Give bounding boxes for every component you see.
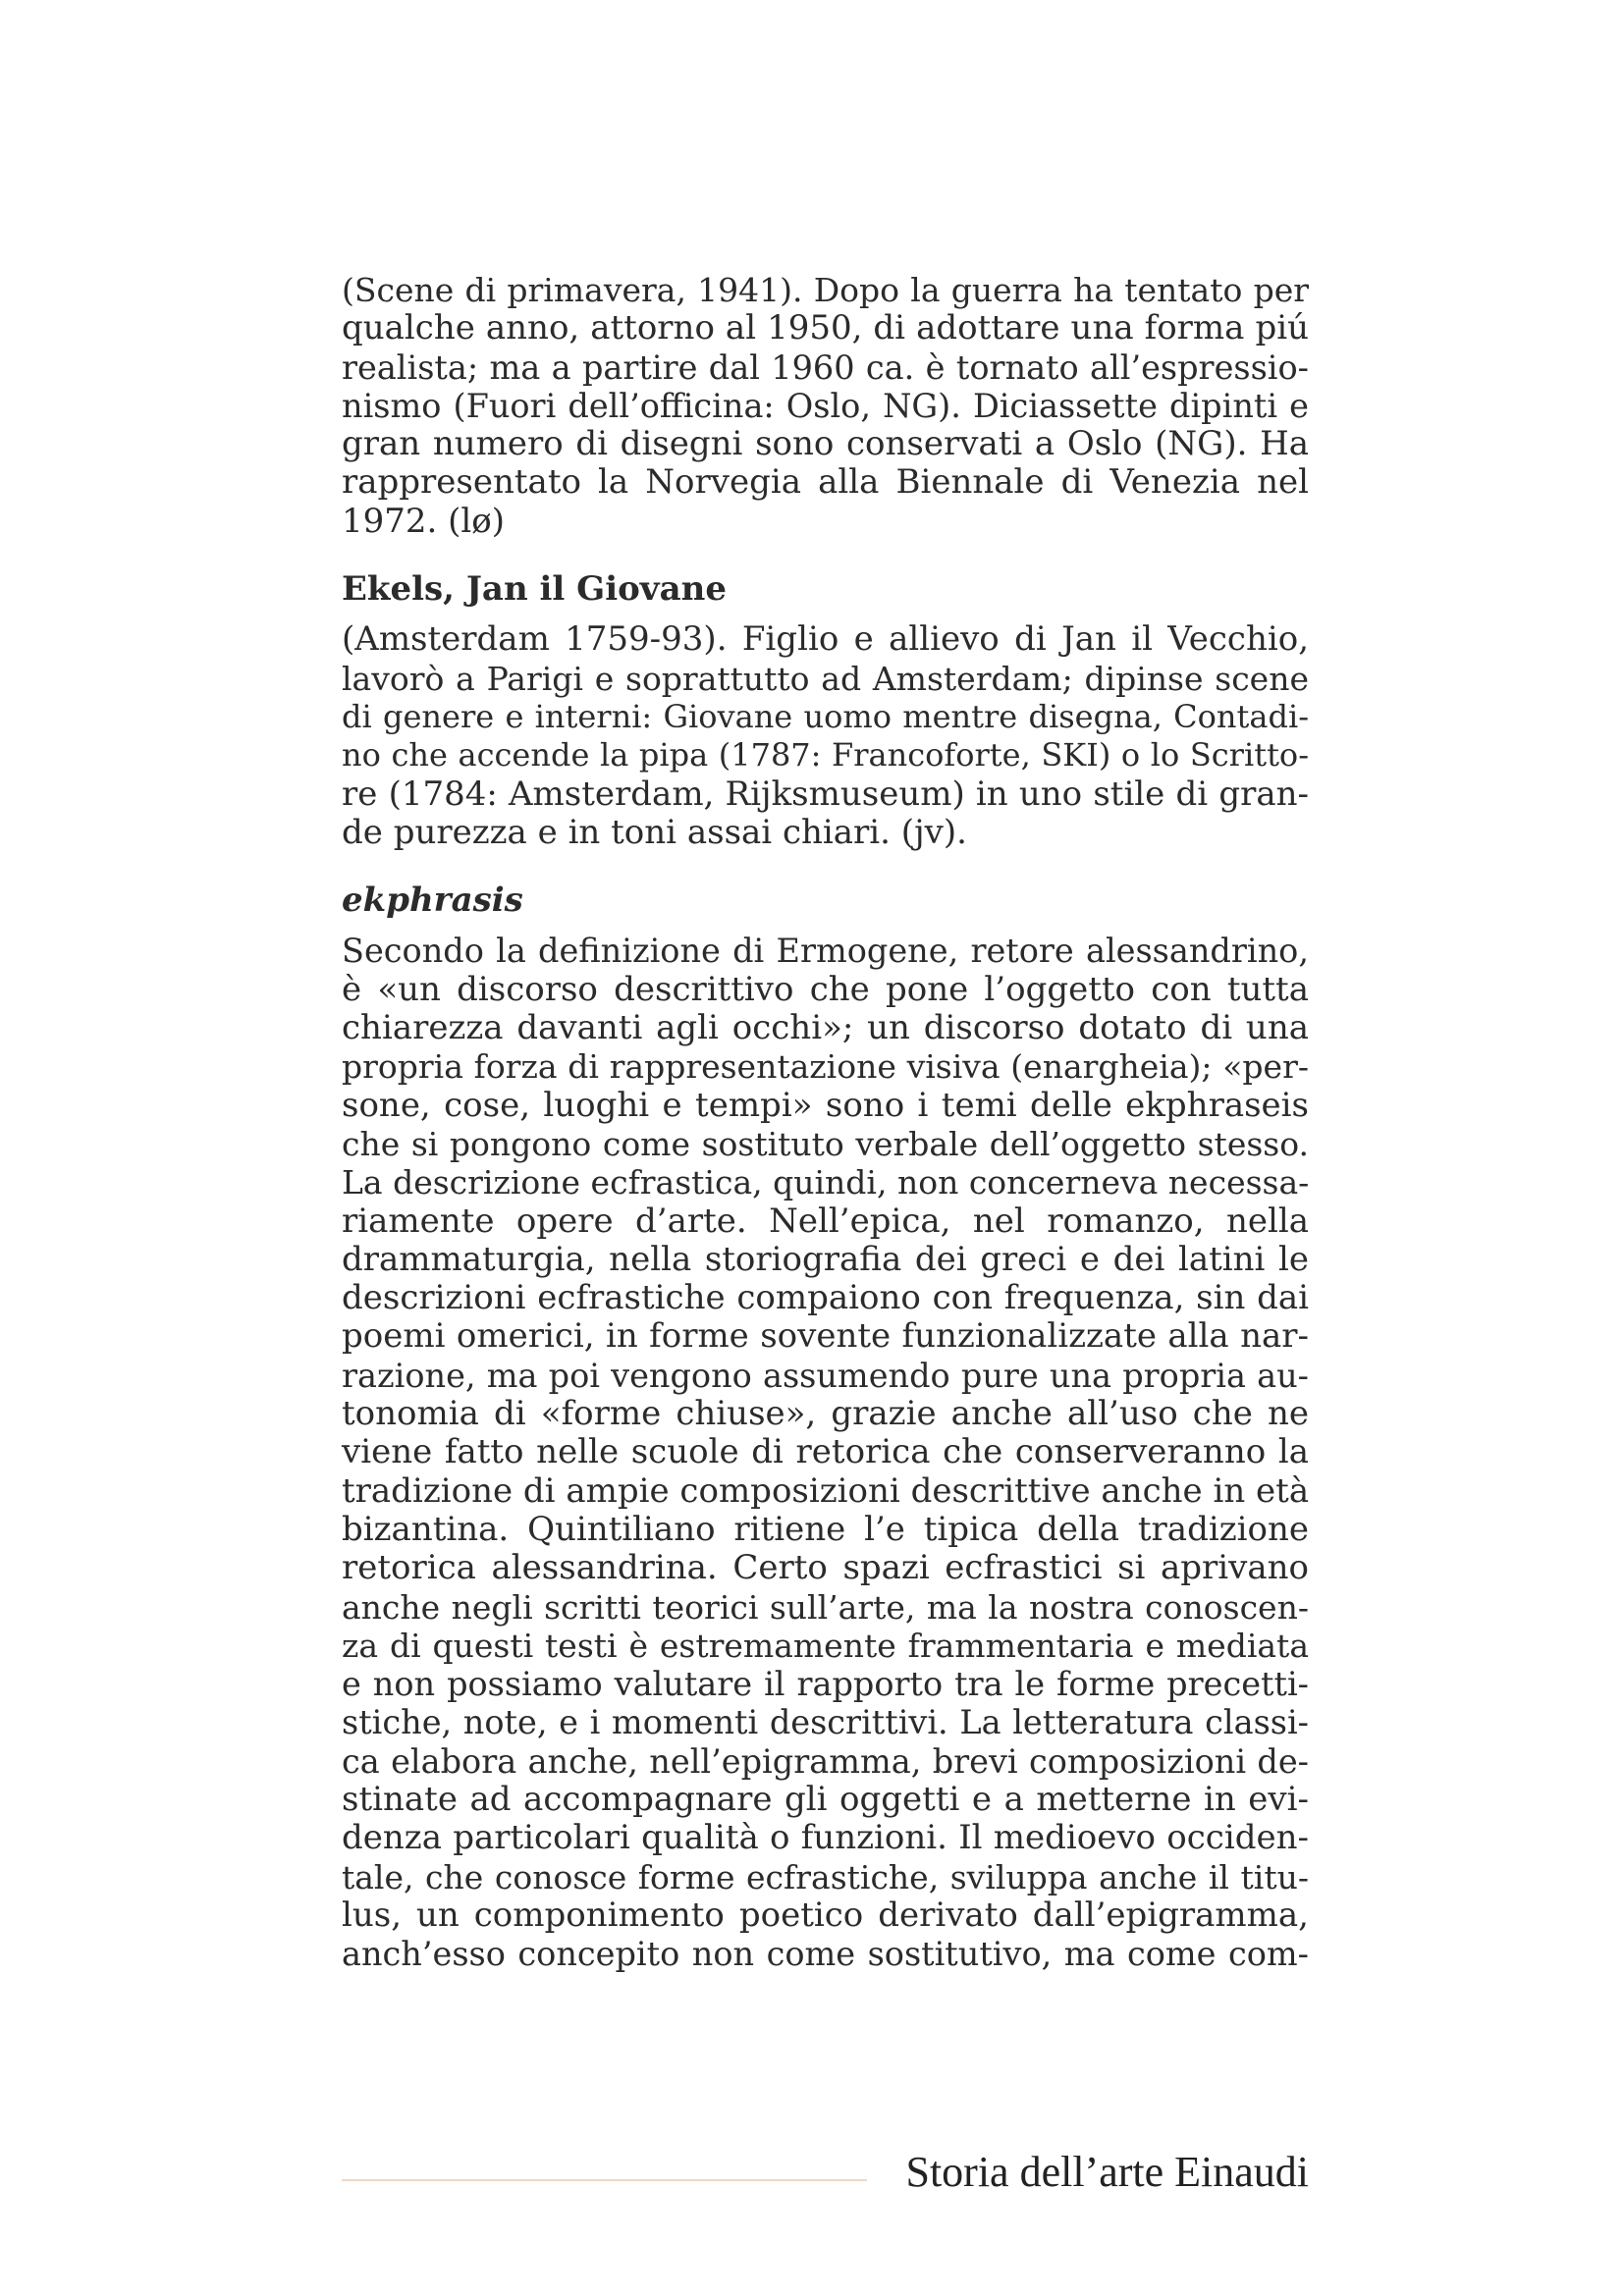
text-line: e non possiamo valutare il rapporto tra le forme precetti-: [342, 1665, 1309, 1704]
text-line: riamente opere d’arte. Nell’epica, nel romanzo, nella: [342, 1201, 1309, 1241]
text-line: nismo (Fuori dell’officina: Oslo, NG). Diciassette dipinti e: [342, 386, 1309, 425]
text-line: è «un discorso descrittivo che pone l’oggetto con tutta: [342, 969, 1309, 1009]
text-line: denza particolari qualità o funzioni. Il medioevo occiden-: [342, 1818, 1309, 1858]
text-line: di genere e interni: Giovane uomo mentre disegna, Contadi-: [342, 697, 1309, 735]
text-line: Secondo la definizione di Ermogene, retore alessandrino,: [342, 932, 1309, 971]
text-line: razione, ma poi vengono assumendo pure una propria au-: [342, 1356, 1309, 1395]
page-footer: [342, 2147, 1309, 2196]
text-line: re (1784: Amsterdam, Rijksmuseum) in uno stile di gran-: [342, 774, 1309, 814]
text-line: gran numero di disegni sono conservati a Oslo (NG). Ha: [342, 424, 1309, 464]
text-line: che si pongono come sostituto verbale dell’oggetto stesso.: [342, 1124, 1309, 1163]
entry-title: ekphrasis: [342, 881, 523, 921]
text-line: stiche, note, e i momenti descrittivi. La letteratura classi-: [342, 1703, 1309, 1742]
text-line: lus, un componimento poetico derivato dall’epigramma,: [342, 1895, 1309, 1935]
footer-rule: [342, 2179, 867, 2181]
text-line: ca elabora anche, nell’epigramma, brevi composizioni de-: [342, 1741, 1309, 1781]
text-line: retorica alessandrina. Certo spazi ecfrastici si aprivano: [342, 1548, 1309, 1588]
text-line: propria forza di rappresentazione visiva (enargheia); «per-: [342, 1047, 1309, 1087]
text-line: viene fatto nelle scuole di retorica che conserveranno la: [342, 1432, 1309, 1472]
running-title: Storia dell’arte Einaudi: [905, 2148, 1309, 2196]
text-line: za di questi testi è estremamente frammentaria e mediata: [342, 1626, 1309, 1665]
entry-title: Ekels, Jan il Giovane: [342, 569, 727, 610]
text-line: no che accende la pipa (1787: Francoforte, SKI) o lo Scritto-: [342, 736, 1309, 774]
text-line: qualche anno, attorno al 1950, di adottare una forma piú: [342, 308, 1309, 348]
intro-continuation: [342, 271, 1309, 541]
text-line: de purezza e in toni assai chiari. (jv).: [342, 812, 967, 852]
text-line: poemi omerici, in forme sovente funzionalizzate alla nar-: [342, 1316, 1309, 1357]
text-line: tradizione di ampie composizioni descrittive anche in età: [342, 1470, 1310, 1511]
text-line: chiarezza davanti agli occhi»; un discorso dotato di una: [342, 1008, 1309, 1048]
text-line: (Scene di primavera, 1941). Dopo la guerra ha tentato per: [342, 271, 1309, 309]
text-line: realista; ma a partire dal 1960 ca. è tornato all’espressio-: [342, 347, 1309, 387]
text-column: [342, 271, 1309, 1973]
text-line: 1972. (lø): [342, 501, 506, 541]
text-line: La descrizione ecfrastica, quindi, non concerneva necessa-: [342, 1163, 1310, 1202]
text-line: sone, cose, luoghi e tempi» sono i temi delle ekphraseis: [342, 1085, 1309, 1125]
text-line: descrizioni ecfrastiche compaiono con frequenza, sin dai: [342, 1278, 1309, 1318]
text-line: tonomia di «forme chiuse», grazie anche all’uso che ne: [342, 1394, 1309, 1434]
text-line: rappresentato la Norvegia alla Biennale di Venezia nel: [342, 462, 1309, 503]
text-line: anch’esso concepito non come sostitutivo, ma come com-: [342, 1935, 1309, 1974]
text-line: drammaturgia, nella storiografia dei greci e dei latini le: [342, 1239, 1309, 1279]
text-line: tale, che conosce forme ecfrastiche, sviluppa anche il titu-: [342, 1857, 1309, 1896]
text-line: stinate ad accompagnare gli oggetti e a metterne in evi-: [342, 1779, 1309, 1819]
text-line: (Amsterdam 1759-93). Figlio e allievo di Jan il Vecchio,: [342, 619, 1309, 660]
entry-ekphrasis: [342, 881, 1309, 1973]
text-line: anche negli scritti teorici sull’arte, ma la nostra conoscen-: [342, 1587, 1309, 1627]
entry-ekels: [342, 570, 1309, 852]
text-line: lavorò a Parigi e soprattutto ad Amsterdam; dipinse scene: [342, 659, 1309, 698]
text-line: bizantina. Quintiliano ritiene l’e tipica della tradizione: [342, 1509, 1309, 1549]
